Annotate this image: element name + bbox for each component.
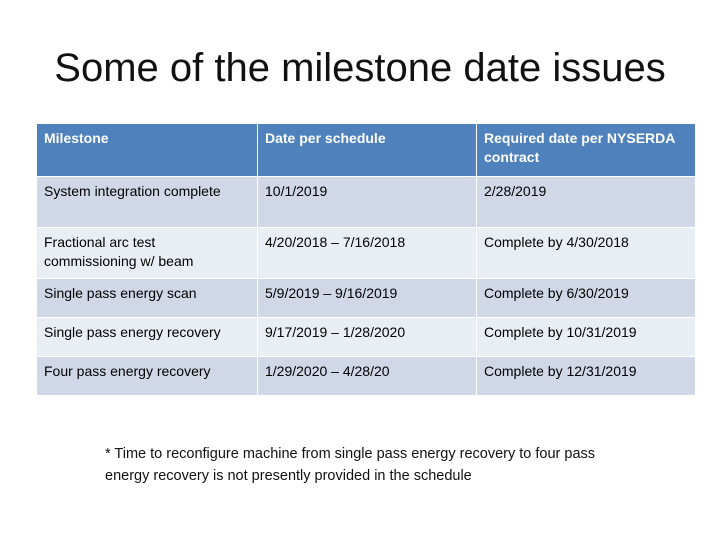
table-row xyxy=(37,357,696,396)
table-row xyxy=(37,318,696,357)
cell-schedule-date: 1/29/2020 – 4/28/20 xyxy=(258,357,477,396)
cell-schedule-date: 10/1/2019 xyxy=(258,177,477,228)
cell-milestone: Single pass energy recovery xyxy=(37,318,258,357)
cell-milestone: System integration complete xyxy=(37,177,258,228)
header-date-per-schedule: Date per schedule xyxy=(258,124,477,177)
cell-milestone: Fractional arc test commissioning w/ beam xyxy=(37,228,258,279)
footnote: * Time to reconfigure machine from single pass energy recovery to four pass energy recovery is not presently provided in the schedule xyxy=(105,446,596,484)
table-row xyxy=(37,228,696,279)
cell-required-date: 2/28/2019 xyxy=(477,177,696,228)
table-header-row xyxy=(37,124,696,177)
header-required-date: Required date per NYSERDA contract xyxy=(477,124,696,177)
cell-required-date: Complete by 10/31/2019 xyxy=(477,318,696,357)
cell-milestone: Four pass energy recovery xyxy=(37,357,258,396)
cell-milestone: Single pass energy scan xyxy=(37,279,258,318)
table-row xyxy=(37,177,696,228)
cell-required-date: Complete by 12/31/2019 xyxy=(477,357,696,396)
table-row xyxy=(37,279,696,318)
cell-required-date: Complete by 6/30/2019 xyxy=(477,279,696,318)
cell-schedule-date: 4/20/2018 – 7/16/2018 xyxy=(258,228,477,279)
header-milestone: Milestone xyxy=(37,124,258,177)
cell-required-date: Complete by 4/30/2018 xyxy=(477,228,696,279)
milestone-table xyxy=(36,123,696,396)
slide-title: Some of the milestone date issues xyxy=(54,46,666,90)
cell-schedule-date: 9/17/2019 – 1/28/2020 xyxy=(258,318,477,357)
cell-schedule-date: 5/9/2019 – 9/16/2019 xyxy=(258,279,477,318)
